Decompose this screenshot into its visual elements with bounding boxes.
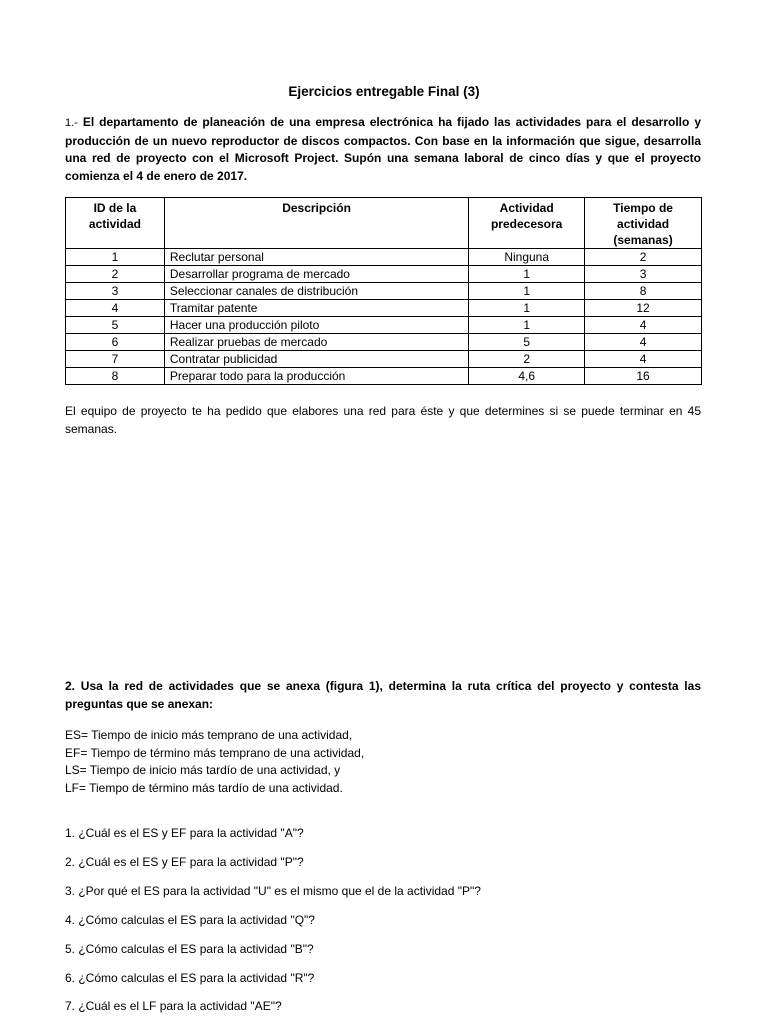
question-7: 7. ¿Cuál es el LF para la actividad "AE"? xyxy=(65,999,282,1013)
table-row xyxy=(66,283,702,300)
definition-ls: LS= Tiempo de inicio más tardío de una actividad, y xyxy=(65,763,341,777)
exercise-1-number: 1.- xyxy=(65,117,78,129)
definitions-list xyxy=(65,727,364,797)
cell-time: 3 xyxy=(585,266,702,283)
cell-description: Preparar todo para la producción xyxy=(164,368,468,385)
cell-time: 2 xyxy=(585,249,702,266)
cell-predecessor: 2 xyxy=(469,351,585,368)
definition-es: ES= Tiempo de inicio más temprano de una actividad, xyxy=(65,728,353,742)
cell-time: 4 xyxy=(585,351,702,368)
definition-lf: LF= Tiempo de término más tardío de una actividad. xyxy=(65,780,343,795)
question-1: 1. ¿Cuál es el ES y EF para la actividad "A"? xyxy=(65,826,304,840)
cell-predecessor: 1 xyxy=(469,317,585,334)
cell-time: 4 xyxy=(585,317,702,334)
cell-time: 8 xyxy=(585,283,702,300)
definition-ef: EF= Tiempo de término más temprano de una actividad, xyxy=(65,745,365,760)
cell-predecessor: 1 xyxy=(469,300,585,317)
activities-table xyxy=(65,197,702,385)
cell-description: Tramitar patente xyxy=(164,300,468,317)
cell-id: 6 xyxy=(66,334,165,351)
table-row xyxy=(66,300,702,317)
cell-description: Seleccionar canales de distribución xyxy=(164,283,468,300)
cell-id: 3 xyxy=(66,283,165,300)
question-4: 4. ¿Cómo calculas el ES para la actividad "Q"? xyxy=(65,913,315,927)
table-row xyxy=(66,317,702,334)
document-title: Ejercicios entregable Final (3) xyxy=(288,84,480,99)
cell-time: 16 xyxy=(585,368,702,385)
question-6: 6. ¿Cómo calculas el ES para la actividad "R"? xyxy=(65,971,315,985)
cell-description: Realizar pruebas de mercado xyxy=(164,334,468,351)
cell-predecessor: 5 xyxy=(469,334,585,351)
cell-predecessor: 1 xyxy=(469,283,585,300)
table-row xyxy=(66,334,702,351)
question-5: 5. ¿Cómo calculas el ES para la actividad "B"? xyxy=(65,942,314,956)
cell-id: 5 xyxy=(66,317,165,334)
exercise-2-statement: 2. Usa la red de actividades que se anexa (figura 1), determina la ruta crítica del proyecto y contesta las preguntas que se anexan: xyxy=(65,679,701,711)
cell-id: 7 xyxy=(66,351,165,368)
table-header-row xyxy=(66,198,702,249)
table-row xyxy=(66,249,702,266)
header-time: Tiempo de actividad (semanas) xyxy=(585,198,702,249)
cell-description: Desarrollar programa de mercado xyxy=(164,266,468,283)
cell-id: 4 xyxy=(66,300,165,317)
table-followup-text: El equipo de proyecto te ha pedido que elabores una red para éste y que determines si se puede terminar en 45 semanas. xyxy=(65,404,701,436)
cell-description: Reclutar personal xyxy=(164,249,468,266)
cell-time: 12 xyxy=(585,300,702,317)
exercise-1-text: El departamento de planeación de una empresa electrónica ha fijado las actividades para el desarrollo y producción de un nuevo reproductor de discos compactos. Con base en la información que sigue, desarrolla una red de proyecto con el Microsoft Project. Supón una semana laboral de cinco días y que el proyecto comienza el 4 de enero de 2017. xyxy=(65,115,701,183)
cell-description: Hacer una producción piloto xyxy=(164,317,468,334)
cell-id: 8 xyxy=(66,368,165,385)
header-id: ID de la actividad xyxy=(66,198,165,249)
header-predecessor: Actividad predecesora xyxy=(469,198,585,249)
cell-description: Contratar publicidad xyxy=(164,351,468,368)
table-row xyxy=(66,351,702,368)
cell-predecessor: Ninguna xyxy=(469,249,585,266)
exercise-1-statement xyxy=(65,114,701,185)
cell-predecessor: 4,6 xyxy=(469,368,585,385)
table-row xyxy=(66,266,702,283)
table-row xyxy=(66,368,702,385)
question-3: 3. ¿Por qué el ES para la actividad "U" es el mismo que el de la actividad "P"? xyxy=(65,884,481,898)
cell-time: 4 xyxy=(585,334,702,351)
cell-id: 1 xyxy=(66,249,165,266)
cell-id: 2 xyxy=(66,266,165,283)
question-2: 2. ¿Cuál es el ES y EF para la actividad "P"? xyxy=(65,855,304,869)
header-description: Descripción xyxy=(164,198,468,249)
cell-predecessor: 1 xyxy=(469,266,585,283)
